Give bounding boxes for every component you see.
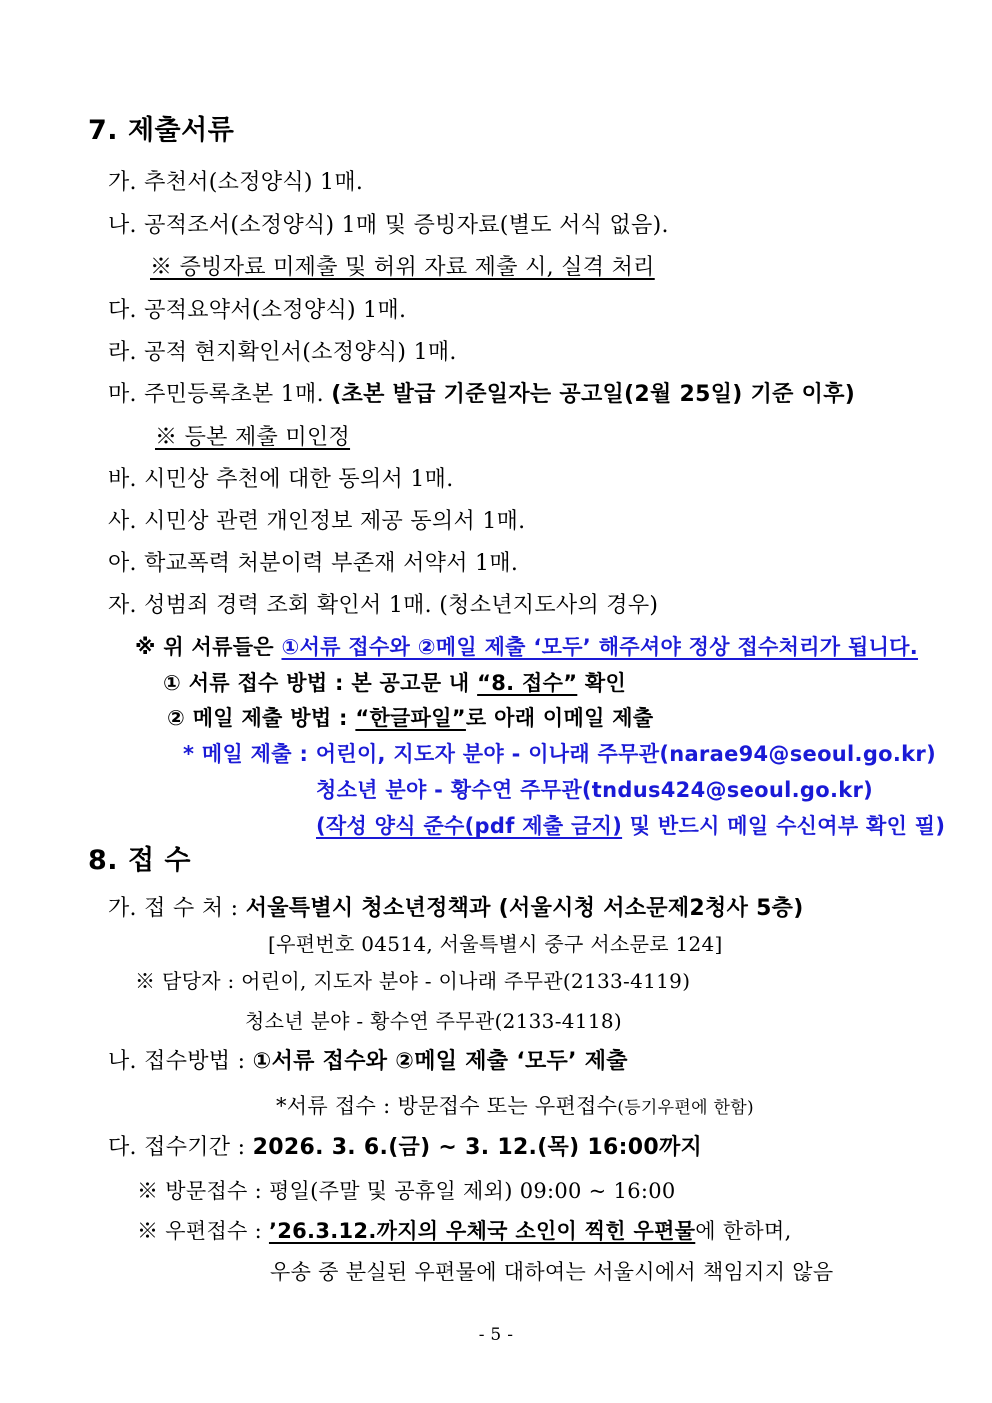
contact-person-2: 청소년 분야 - 황수연 주무관(2133-4118) bbox=[245, 1009, 622, 1033]
reception-place-value: 서울특별시 청소년정책과 (서울시청 서소문제2청사 5층) bbox=[245, 896, 804, 921]
reception-place-label: 가. 접 수 처 : bbox=[108, 896, 246, 921]
registered-mail-note: (등기우편에 한함) bbox=[617, 1098, 754, 1118]
method-1-document bbox=[163, 668, 626, 698]
reception-method bbox=[108, 1047, 628, 1077]
evidence-warning-note: ※ 증빙자료 미제출 및 허위 자료 제출 시, 실격 처리 bbox=[150, 255, 655, 280]
postal-reception-rule bbox=[137, 1216, 792, 1246]
item-da-merit-summary: 다. 공적요약서(소정양식) 1매. bbox=[108, 298, 407, 323]
item-ja-sex-crime-check: 자. 성범죄 경력 조회 확인서 1매. (청소년지도사의 경우) bbox=[108, 593, 659, 618]
method-2-suffix: 로 아래 이메일 제출 bbox=[465, 706, 654, 730]
postal-address: [우편번호 04514, 서울특별시 중구 서소문로 124] bbox=[268, 932, 723, 956]
contact-person-1: ※ 담당자 : 어린이, 지도자 분야 - 이나래 주무관(2133-4119) bbox=[135, 969, 691, 993]
submission-notice-highlight: ①서류 접수와 ②메일 제출 ‘모두’ 해주셔야 정상 접수처리가 됩니다. bbox=[281, 635, 919, 659]
format-compliance-note: (작성 양식 준수(pdf 제출 금지) bbox=[316, 814, 623, 838]
email-format-note bbox=[316, 811, 945, 841]
section-8-title: 8. 접 수 bbox=[88, 845, 192, 876]
postmark-deadline: ’26.3.12.까지의 우체국 소인이 찍힌 우편물 bbox=[268, 1219, 696, 1243]
email-contact-line-2: 청소년 분야 - 황수연 주무관(tndus424@seoul.go.kr) bbox=[316, 778, 874, 802]
reception-period bbox=[108, 1133, 702, 1163]
section-7-title: 7. 제출서류 bbox=[88, 115, 235, 146]
visit-reception-hours: ※ 방문접수 : 평일(주말 및 공휴일 제외) 09:00 ~ 16:00 bbox=[137, 1179, 676, 1203]
receipt-check-note: 및 반드시 메일 수신여부 확인 필) bbox=[622, 814, 946, 838]
reception-period-label: 다. 접수기간 : bbox=[108, 1135, 253, 1160]
reception-method-value: ①서류 접수와 ②메일 제출 ‘모두’ 제출 bbox=[252, 1049, 628, 1074]
method-2-format: “한글파일” bbox=[355, 706, 466, 730]
document-reception-detail bbox=[276, 1091, 754, 1123]
item-ra-field-check: 라. 공적 현지확인서(소정양식) 1매. bbox=[108, 340, 457, 365]
item-ga-recommendation: 가. 추천서(소정양식) 1매. bbox=[108, 170, 364, 195]
method-2-email bbox=[167, 703, 653, 733]
method-1-reference: “8. 접수” bbox=[477, 671, 578, 695]
method-1-suffix: 확인 bbox=[577, 671, 627, 695]
postal-reception-label: ※ 우편접수 : bbox=[137, 1219, 269, 1243]
lost-mail-disclaimer: 우송 중 분실된 우편물에 대하여는 서울시에서 책임지지 않음 bbox=[270, 1260, 834, 1284]
item-a-school-violence-pledge: 아. 학교폭력 처분이력 부존재 서약서 1매. bbox=[108, 551, 519, 576]
reception-method-label: 나. 접수방법 : bbox=[108, 1049, 253, 1074]
method-2-text: ② 메일 제출 방법 : bbox=[167, 706, 356, 730]
item-sa-privacy-consent: 사. 시민상 관련 개인정보 제공 동의서 1매. bbox=[108, 509, 526, 534]
item-ma-criteria: (초본 발급 기준일자는 공고일(2월 25일) 기준 이후) bbox=[331, 382, 856, 407]
email-contact-line-1: * 메일 제출 : 어린이, 지도자 분야 - 이나래 주무관(narae94@seoul.go.kr) bbox=[183, 742, 936, 766]
item-ma-label: 마. 주민등록초본 1매. bbox=[108, 382, 332, 407]
item-na-merit-report: 나. 공적조서(소정양식) 1매 및 증빙자료(별도 서식 없음). bbox=[108, 213, 669, 238]
postal-reception-suffix: 에 한하며, bbox=[695, 1219, 792, 1243]
reception-period-value: 2026. 3. 6.(금) ~ 3. 12.(목) 16:00까지 bbox=[252, 1135, 703, 1160]
copy-not-accepted-note: ※ 등본 제출 미인정 bbox=[155, 425, 351, 450]
submission-notice bbox=[135, 632, 918, 662]
item-ma-resident-record bbox=[108, 380, 855, 410]
submission-notice-prefix: ※ 위 서류들은 bbox=[135, 635, 282, 659]
page-number: - 5 - bbox=[478, 1325, 514, 1345]
reception-place bbox=[108, 894, 804, 924]
document-reception-text: *서류 접수 : 방문접수 또는 우편접수 bbox=[276, 1094, 618, 1118]
item-ba-consent: 바. 시민상 추천에 대한 동의서 1매. bbox=[108, 467, 454, 492]
method-1-text: ① 서류 접수 방법 : 본 공고문 내 bbox=[163, 671, 478, 695]
